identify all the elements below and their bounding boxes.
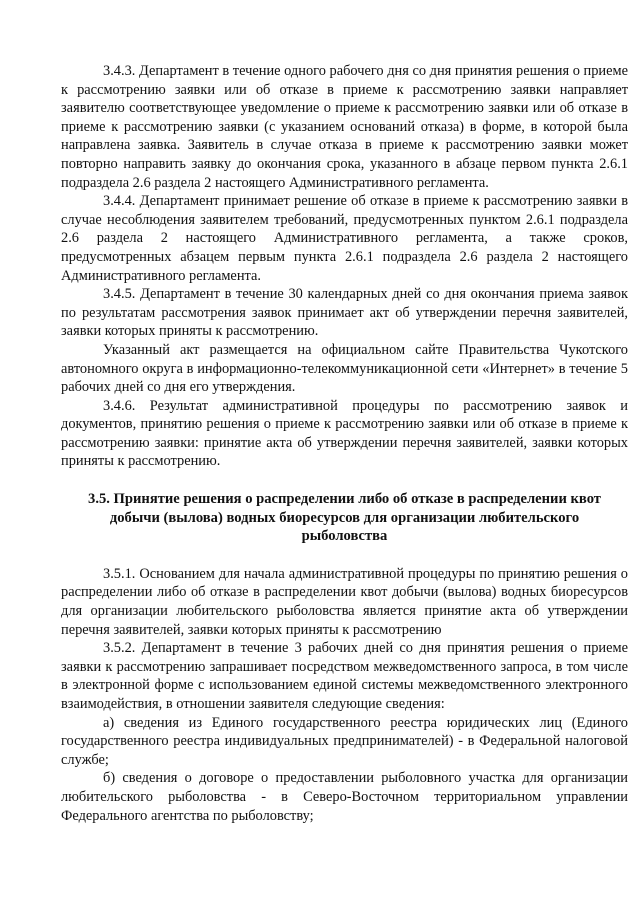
paragraph-3-4-3: 3.4.3. Департамент в течение одного рабочего дня со дня принятия решения о приеме к рассмотрению заявки или об отказе в приеме к рассмотрению заявки направляет заявителю соответствующее уведомление о приеме к рассмотрению заявки или об отказе в приеме к рассмотрению заявки (с указанием оснований отказа) в форме, в которой была направлена заявка. Заявитель в случае отказа в приеме к рассмотрению заявки может повторно направить заявку до окончания срока, указанного в абзаце первом пункта 2.6.1 подраздела 2.6 раздела 2 настоящего Административного регламента. bbox=[61, 63, 628, 191]
paragraph-3-5-1: 3.5.1. Основанием для начала административной процедуры по принятию решения о распределении либо об отказе в распределении квот добычи (вылова) водных биоресурсов для организации любительского рыболовства является принятие акта об утверждении перечня заявителей, заявки которых приняты к рассмотрению bbox=[61, 565, 628, 638]
paragraph-3-4-5: 3.4.5. Департамент в течение 30 календарных дней со дня окончания приема заявок по результатам рассмотрения заявок принимает акт об утверждении перечня заявителей, заявки которых приняты к рассмотрению. bbox=[61, 286, 628, 340]
paragraph-3-5-2: 3.5.2. Департамент в течение 3 рабочих дней со дня принятия решения о приеме заявки к рассмотрению запрашивает посредством межведомственного запроса, в том числе в электронной форме с использованием единой системы межведомственного электронного взаимодействия, в отношении заявителя следующие сведения: bbox=[61, 640, 628, 712]
section-heading-3-5: 3.5. Принятие решения о распределении либо об отказе в распределении квот добычи (вылова) водных биоресурсов для организации любительского рыболовства bbox=[88, 491, 601, 545]
list-item-a: а) сведения из Единого государственного реестра юридических лиц (Единого государственного реестра индивидуальных предпринимателей) - в Федеральной налоговой службе; bbox=[61, 714, 628, 768]
paragraph-publication-note: Указанный акт размещается на официальном сайте Правительства Чукотского автономного округа в информационно-телекоммуникационной сети «Интернет» в течение 5 рабочих дней со дня его утверждения. bbox=[61, 341, 628, 396]
list-item-b: б) сведения о договоре о предоставлении рыболовного участка для организации любительского рыболовства - в Северо-Восточном территориальном управлении Федерального агентства по рыболовству; bbox=[61, 770, 628, 824]
paragraph-3-4-4: 3.4.4. Департамент принимает решение об отказе в приеме к рассмотрению заявки в случае несоблюдения заявителем требований, предусмотренных пунктом 2.6.1 подраздела 2.6 раздела 2 настоящего Административного регламента, а также сроков, предусмотренных абзацем первым пункта 2.6.1 подраздела 2.6 раздела 2 настоящего Административного регламента. bbox=[61, 193, 628, 284]
document-page bbox=[61, 62, 628, 825]
paragraph-3-4-6: 3.4.6. Результат административной процедуры по рассмотрению заявок и документов, принятию решения о приеме к рассмотрению заявки или об отказе в приеме к рассмотрению заявки: принятие акта об утверждении перечня заявителей, заявки которых приняты к рассмотрению. bbox=[61, 397, 628, 470]
